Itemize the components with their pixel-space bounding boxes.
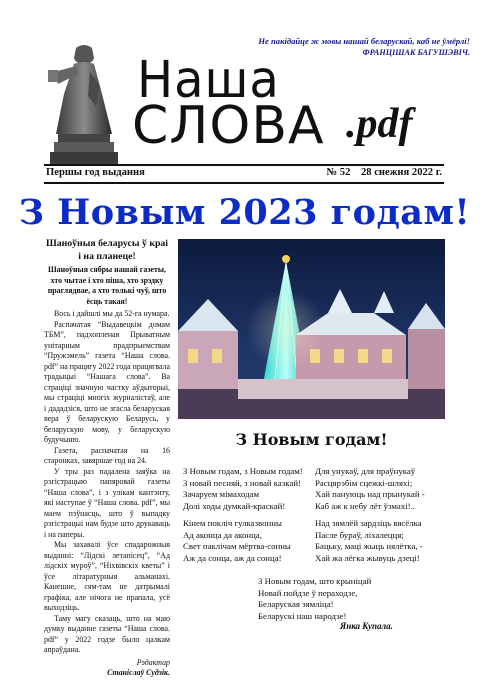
poem-line: Свет паклічам мёртва-сонны bbox=[183, 541, 291, 552]
editorial-paragraph: Таму магу сказаць, што на маю думку выданне газеты “Наша слова. pdf” у 2022 годзе было цалкам апраўдана. bbox=[44, 613, 170, 654]
editorial-subheading: Шаноўныя сябры нашай газеты, хто чытае і хто піша, хто зрэдку праглядвае, а хто толькі чуў, што ёсць такая! bbox=[47, 265, 167, 306]
poem-line: Хай пануюць над прынукай - bbox=[315, 489, 425, 500]
christmas-tree-photo bbox=[178, 239, 445, 419]
poem-line: Для унукаў, для праўнукаў bbox=[315, 466, 416, 476]
poem-stanza bbox=[315, 518, 455, 564]
masthead-rule-bottom bbox=[44, 182, 444, 184]
poem-line: Новай пойдзе ў пераходзе, bbox=[258, 587, 358, 598]
poem-line: Ад аконца да аконца, bbox=[183, 529, 262, 540]
motto-author: ФРАНЦІШАК БАГУШЭВІЧ. bbox=[362, 48, 470, 57]
poem-line: Аж да сонца, аж да сонца! bbox=[183, 552, 282, 563]
poem-line: Долі ходы думкай-краскай! bbox=[183, 500, 286, 511]
poem-stanza bbox=[183, 466, 315, 512]
editorial-paragraph: У тры раз падалена заяўка на рэгістрацыю папяровай газеты “Наша слова”, і з улікам кантэнту, які наступае ў “Наша слова. pdf”, мы маем пэўнасць, што ў выпадку рэгістрацыі нам будзе што друкаваць і на паперы. bbox=[44, 466, 170, 539]
issue-bar bbox=[44, 167, 444, 181]
editorial-paragraph: Газета, распачатая на 16 старонках, завяршае год на 24. bbox=[44, 445, 170, 465]
statue-illustration bbox=[44, 42, 124, 164]
poem-stanza bbox=[258, 576, 408, 622]
poem-line: Каб аж к небу лёт ўзмахі!.. bbox=[315, 500, 416, 511]
masthead-rule-top bbox=[44, 164, 444, 166]
logo-word-slova: СЛОВА bbox=[132, 96, 325, 156]
poem-line: Над зямлёй зардзіць вясёлка bbox=[315, 518, 422, 528]
poem-line: З Новым годам, з Новым годам! bbox=[183, 466, 303, 476]
signature-role: Рэдактар bbox=[136, 657, 170, 667]
logo-word-nasha: Наша bbox=[137, 50, 280, 110]
issue-year-label: Першы год выдання bbox=[46, 167, 145, 178]
editorial-paragraph: Распачатая “Выдавецкім домам ТБМ”, падхопленая Прыватным унітарным прадпрыемствам “Пружэмель” газета “Наша слова. pdf” на працягу 2022 года працягвала традыцыі “Нашага слова”. Ва страціці значную частку аўдыторыі, мы страціці многіх журналістаў, але і дададзіся, што не згасла беларуская вера ў беларускую Беларусь, у беларускую мову, у беларускую будучыню. bbox=[44, 319, 170, 444]
poem-line: Бацьку, маці жыць нялётка, - bbox=[315, 541, 423, 552]
poem-title: З Новым годам! bbox=[235, 430, 388, 449]
poem-line: Беларуская зямліца! bbox=[258, 599, 334, 610]
issue-number-date: № 52 28 снежня 2022 г. bbox=[326, 167, 442, 178]
editorial-paragraph: Вось і дайшлі мы да 52-га нумара. bbox=[54, 309, 170, 318]
poem-stanza bbox=[315, 466, 455, 512]
motto-text: Не пакідайце ж мовы нашай беларускай, каб не ўмёрлі! bbox=[258, 36, 470, 46]
poem-author: Янка Купала. bbox=[340, 621, 393, 631]
page-headline: З Новым 2023 годам! bbox=[18, 192, 471, 233]
poem-line: Зачаруем мімаходам bbox=[183, 489, 260, 500]
poem-line: Хай жа лёгка жывуць дзеці! bbox=[315, 552, 420, 563]
poem-line: Кінем покліч гулказвонны bbox=[183, 518, 282, 528]
editorial-paragraph: Мы захавалі ўсе спадарожныя выданні: “Лідскі летапісец”, “Ад лідскіх муроў”, “Ніхвівскіх кветы” і ўсе літаратурныя альманахі. Канешне, сям-там не датрымалі графіка, але нічога не прапала, усё выходзіць. bbox=[44, 540, 170, 612]
logo-pdf-suffix: .pdf bbox=[346, 101, 413, 147]
poem-line: З новай песняй, з новай казкай! bbox=[183, 477, 301, 488]
signature-name: Станіслаў Судзік. bbox=[107, 668, 170, 677]
editorial-column bbox=[44, 238, 170, 679]
poem-line: Расцярэбім сцежкі-шляхі; bbox=[315, 477, 413, 488]
poem-line: Беларускі наш народзе! bbox=[258, 610, 347, 621]
poem-line: Пасле бураў, ліхалецця; bbox=[315, 529, 404, 540]
editorial-heading: Шаноўныя беларусы ў краі і на планеце! bbox=[45, 238, 169, 262]
poem-line: З Новым годам, што крыніцай bbox=[258, 576, 372, 586]
poem-stanza bbox=[183, 518, 315, 564]
editorial-signature bbox=[44, 658, 170, 679]
